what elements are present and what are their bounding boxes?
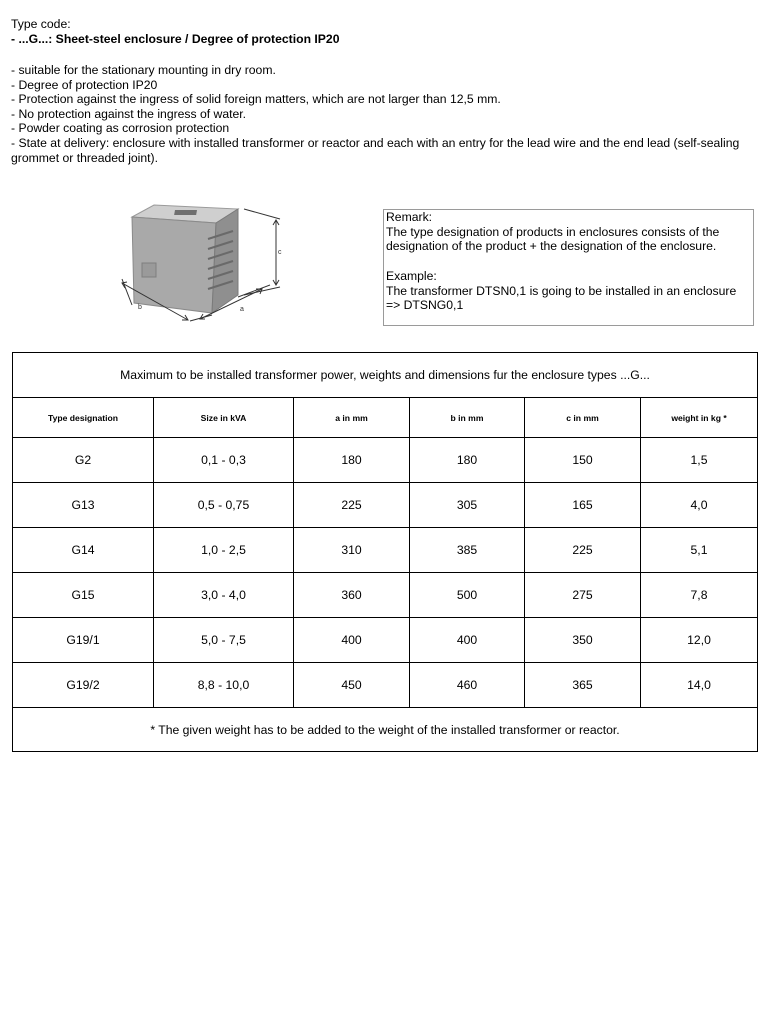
column-header-weight: weight in kg * (641, 398, 758, 438)
cell-b: 305 (410, 483, 525, 528)
column-header-b: b in mm (410, 398, 525, 438)
cell-b: 385 (410, 528, 525, 573)
type-code-label: Type code: (11, 17, 71, 31)
column-header-size: Size in kVA (154, 398, 294, 438)
cell-a: 180 (294, 438, 410, 483)
cell-a: 360 (294, 573, 410, 618)
enclosure-spec-table (12, 352, 758, 752)
cell-weight: 12,0 (641, 618, 758, 663)
cell-c: 165 (525, 483, 641, 528)
table-row (13, 483, 758, 528)
table-caption: Maximum to be installed transformer power, weights and dimensions fur the enclosure types ...G... (13, 353, 758, 398)
column-header-type: Type designation (13, 398, 154, 438)
cell-type: G19/2 (13, 663, 154, 708)
cell-c: 350 (525, 618, 641, 663)
cell-a: 310 (294, 528, 410, 573)
type-code-header (11, 17, 339, 47)
cell-weight: 7,8 (641, 573, 758, 618)
cell-type: G15 (13, 573, 154, 618)
cell-c: 365 (525, 663, 641, 708)
cell-b: 500 (410, 573, 525, 618)
cell-type: G13 (13, 483, 154, 528)
cell-size: 0,1 - 0,3 (154, 438, 294, 483)
cell-weight: 4,0 (641, 483, 758, 528)
feature-item: - suitable for the stationary mounting in dry room. (11, 63, 276, 77)
table-row (13, 573, 758, 618)
cell-size: 0,5 - 0,75 (154, 483, 294, 528)
table-row (13, 528, 758, 573)
remark-text: The type designation of products in enclosures consists of the designation of the product + the designation of the enclosure. (386, 224, 720, 254)
type-code-title: - ...G...: Sheet-steel enclosure / Degree of protection IP20 (11, 32, 340, 46)
dimension-a-label: a (240, 306, 244, 313)
cell-a: 400 (294, 618, 410, 663)
enclosure-illustration (110, 193, 290, 333)
cell-a: 450 (294, 663, 410, 708)
cell-c: 225 (525, 528, 641, 573)
cell-size: 5,0 - 7,5 (154, 618, 294, 663)
table-header-row (13, 398, 758, 438)
cell-b: 400 (410, 618, 525, 663)
dimension-c-label: c (278, 249, 282, 256)
table-row (13, 618, 758, 663)
cell-a: 225 (294, 483, 410, 528)
cell-size: 8,8 - 10,0 (154, 663, 294, 708)
feature-item: - Protection against the ingress of solid foreign matters, which are not larger than 12,5 mm. (11, 92, 501, 107)
feature-item: - State at delivery: enclosure with installed transformer or reactor and each with an entry for the lead wire and the end lead (self-sealing grommet or threaded joint). (11, 135, 740, 165)
column-header-a: a in mm (294, 398, 410, 438)
remark-box (383, 209, 754, 326)
dimension-b-label: b (138, 304, 142, 311)
example-title: Example: (386, 268, 437, 283)
enclosure-drawing (110, 193, 290, 333)
cell-size: 3,0 - 4,0 (154, 573, 294, 618)
feature-item: - No protection against the ingress of water. (11, 106, 247, 121)
cell-c: 275 (525, 573, 641, 618)
cell-weight: 5,1 (641, 528, 758, 573)
cell-b: 460 (410, 663, 525, 708)
example-text: The transformer DTSN0,1 is going to be installed in an enclosure => DTSNG0,1 (386, 283, 737, 313)
cell-type: G2 (13, 438, 154, 483)
feature-item: - Powder coating as corrosion protection (11, 121, 230, 136)
cell-type: G19/1 (13, 618, 154, 663)
feature-list (11, 63, 756, 165)
cell-size: 1,0 - 2,5 (154, 528, 294, 573)
cell-type: G14 (13, 528, 154, 573)
cell-weight: 14,0 (641, 663, 758, 708)
column-header-c: c in mm (525, 398, 641, 438)
table-row (13, 663, 758, 708)
table-footnote: * The given weight has to be added to the weight of the installed transformer or reactor. (13, 708, 758, 752)
feature-item: - Degree of protection IP20 (11, 77, 158, 92)
cell-c: 150 (525, 438, 641, 483)
cell-weight: 1,5 (641, 438, 758, 483)
table-row (13, 438, 758, 483)
remark-title: Remark: (386, 210, 433, 224)
cell-b: 180 (410, 438, 525, 483)
